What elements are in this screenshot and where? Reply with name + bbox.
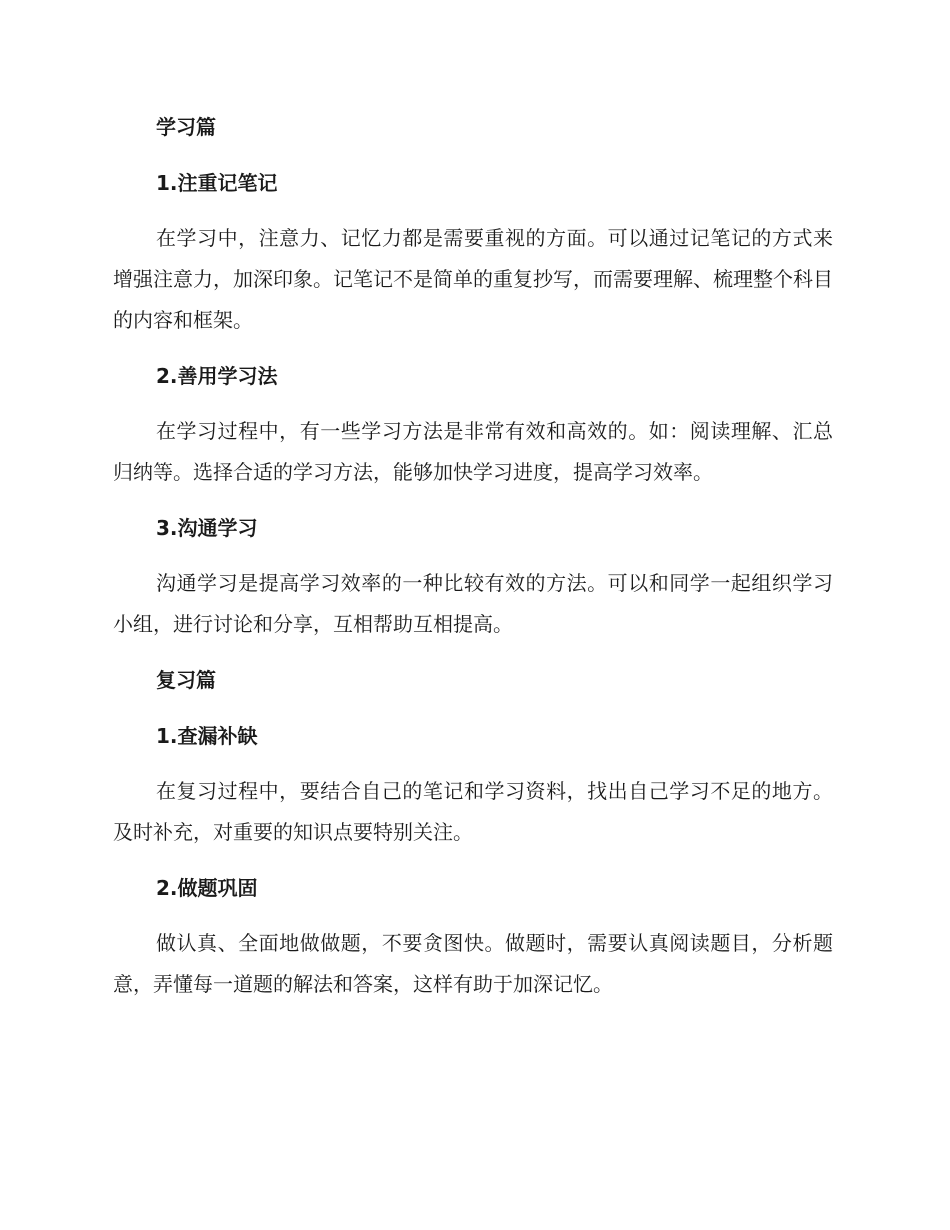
paragraph-communicate: 沟通学习是提高学习效率的一种比较有效的方法。可以和同学一起组织学习小组，进行讨论和分享，互相帮助互相提高。 xyxy=(113,571,833,636)
paragraph-take-notes: 在学习中，注意力、记忆力都是需要重视的方面。可以通过记笔记的方式来增强注意力，加深印象。记笔记不是简单的重复抄写，而需要理解、梳理整个科目的内容和框架。 xyxy=(113,226,833,332)
section-heading-study: 学习篇 xyxy=(156,115,216,139)
subheading-study-methods: 2.善用学习法 xyxy=(156,364,278,388)
document-body xyxy=(113,108,833,1005)
paragraph-practice: 做认真、全面地做做题，不要贪图快。做题时，需要认真阅读题目，分析题意，弄懂每一道题的解法和答案，这样有助于加深记忆。 xyxy=(113,931,833,996)
subheading-communicate: 3.沟通学习 xyxy=(156,516,258,540)
subheading-take-notes: 1.注重记笔记 xyxy=(156,171,278,195)
paragraph-fill-gaps: 在复习过程中，要结合自己的笔记和学习资料，找出自己学习不足的地方。及时补充，对重要的知识点要特别关注。 xyxy=(113,779,833,844)
subheading-practice: 2.做题巩固 xyxy=(156,876,258,900)
section-heading-review: 复习篇 xyxy=(156,668,216,692)
subheading-fill-gaps: 1.查漏补缺 xyxy=(156,724,258,748)
paragraph-study-methods: 在学习过程中，有一些学习方法是非常有效和高效的。如：阅读理解、汇总归纳等。选择合适的学习方法，能够加快学习进度，提高学习效率。 xyxy=(113,419,833,484)
